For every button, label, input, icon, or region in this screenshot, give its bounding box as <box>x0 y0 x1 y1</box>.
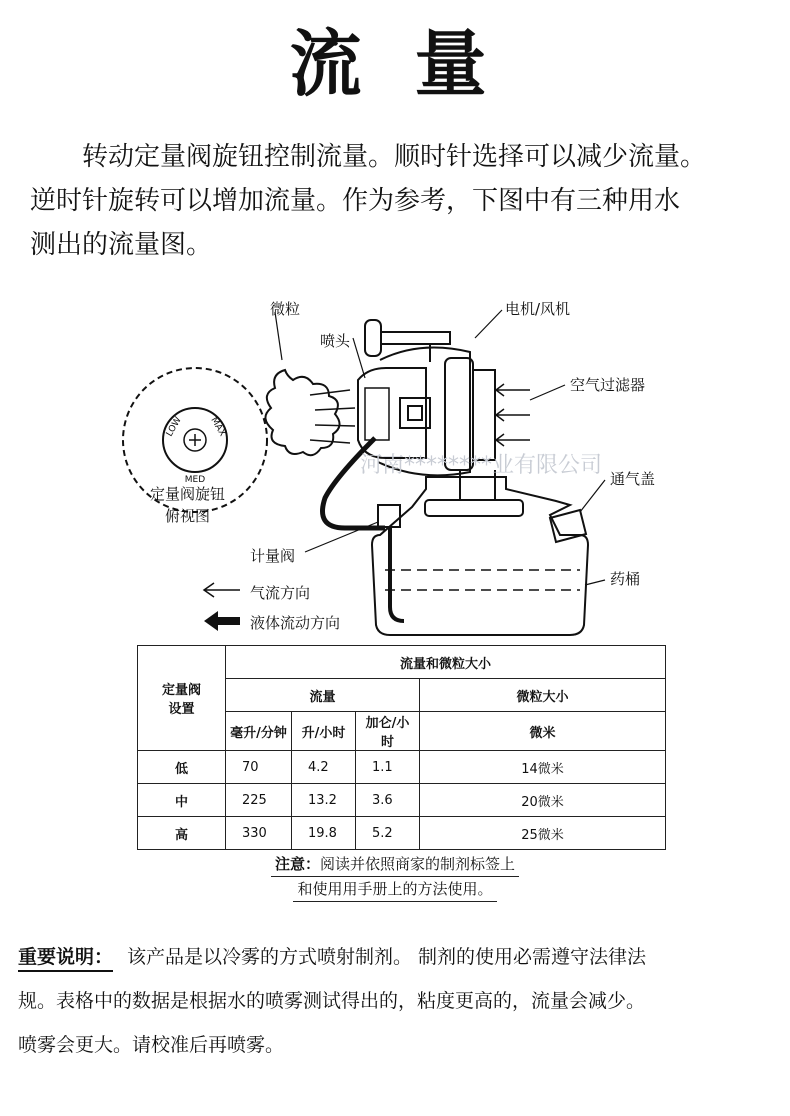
intro-line-3: 测出的流量图。 <box>30 230 213 260</box>
unit-ml-min: 毫升/分钟 <box>226 712 292 751</box>
unit-micron: 微米 <box>420 712 666 751</box>
label-nozzle: 喷头 <box>320 332 351 350</box>
label-air-filter: 空气过滤器 <box>570 376 646 394</box>
row-l-h: 13.2 <box>292 784 356 817</box>
label-airflow: 气流方向 <box>250 584 311 602</box>
liquid-flow-arrow-icon <box>204 611 240 631</box>
unit-l-h: 升/小时 <box>292 712 356 751</box>
unit-gal-h: 加仑/小时 <box>356 712 420 751</box>
row-gal-h: 5.2 <box>356 817 420 850</box>
important-text-3: 喷雾会更大。请校准后再喷雾。 <box>18 1034 285 1056</box>
row-l-h: 19.8 <box>292 817 356 850</box>
setting-header-line-1: 定量阀 <box>161 683 201 698</box>
label-knob-view-1: 定量阀旋钮 <box>150 485 226 503</box>
intro-paragraph <box>30 135 765 267</box>
important-text-2: 规。表格中的数据是根据水的喷雾测试得出的，粘度更高的，流量会减少。 <box>18 990 646 1012</box>
flow-header: 流量 <box>226 679 420 712</box>
label-knob-view-2: 俯视图 <box>165 507 211 525</box>
important-notice <box>18 935 770 1067</box>
page-title: 流 量 <box>289 22 501 106</box>
row-setting: 高 <box>138 817 226 850</box>
intro-line-1: 转动定量阀旋钮控制流量。顺时针选择可以减少流量。 <box>82 142 707 172</box>
knob-max-text: MAX <box>208 415 228 439</box>
row-ml-min: 330 <box>226 817 292 850</box>
note-label: 注意： <box>274 855 320 873</box>
note-line-1 <box>271 853 519 877</box>
row-gal-h: 3.6 <box>356 784 420 817</box>
airflow-arrow-icon <box>204 583 240 597</box>
row-setting: 低 <box>138 751 226 784</box>
row-micron: 14微米 <box>420 751 666 784</box>
note-line-2: 和使用用手册上的方法使用。 <box>293 878 496 902</box>
sprayer-diagram <box>110 290 710 640</box>
knob-med-text: MED <box>184 475 206 485</box>
row-ml-min: 225 <box>226 784 292 817</box>
note-line-1-wrap <box>0 853 790 877</box>
note-line-2-wrap <box>0 878 790 902</box>
tank-lid <box>425 500 523 516</box>
row-micron: 25微米 <box>420 817 666 850</box>
row-micron: 20微米 <box>420 784 666 817</box>
important-label: 重要说明： <box>18 946 113 972</box>
label-particles: 微粒 <box>270 300 301 318</box>
label-liquid-flow: 液体流动方向 <box>250 614 341 632</box>
important-text-1: 该产品是以冷雾的方式喷射制剂。 制剂的使用必需遵守法律法 <box>127 946 647 968</box>
knob-low-text: LOW <box>164 415 184 439</box>
label-meter-valve: 计量阀 <box>250 547 296 565</box>
intro-line-2: 逆时针旋转可以增加流量。作为参考，下图中有三种用水 <box>30 186 681 216</box>
group-header: 流量和微粒大小 <box>226 646 666 679</box>
row-l-h: 4.2 <box>292 751 356 784</box>
table-row <box>138 784 666 817</box>
row-setting: 中 <box>138 784 226 817</box>
meter-valve-shape <box>378 505 400 527</box>
air-filter <box>473 370 495 460</box>
table-row <box>138 751 666 784</box>
particle-header: 微粒大小 <box>420 679 666 712</box>
label-motor: 电机/风机 <box>505 300 571 318</box>
setting-header <box>138 646 226 751</box>
flow-table <box>137 645 666 850</box>
label-vent-cap: 通气盖 <box>610 470 656 488</box>
row-gal-h: 1.1 <box>356 751 420 784</box>
particle-cloud <box>265 370 339 455</box>
watermark: 河南********业有限公司 <box>360 453 603 478</box>
row-ml-min: 70 <box>226 751 292 784</box>
table-row <box>138 817 666 850</box>
label-tank: 药桶 <box>610 570 641 588</box>
note-text-1: 阅读并依照商家的制剂标签上 <box>320 855 516 873</box>
setting-header-line-2: 设置 <box>168 702 195 717</box>
